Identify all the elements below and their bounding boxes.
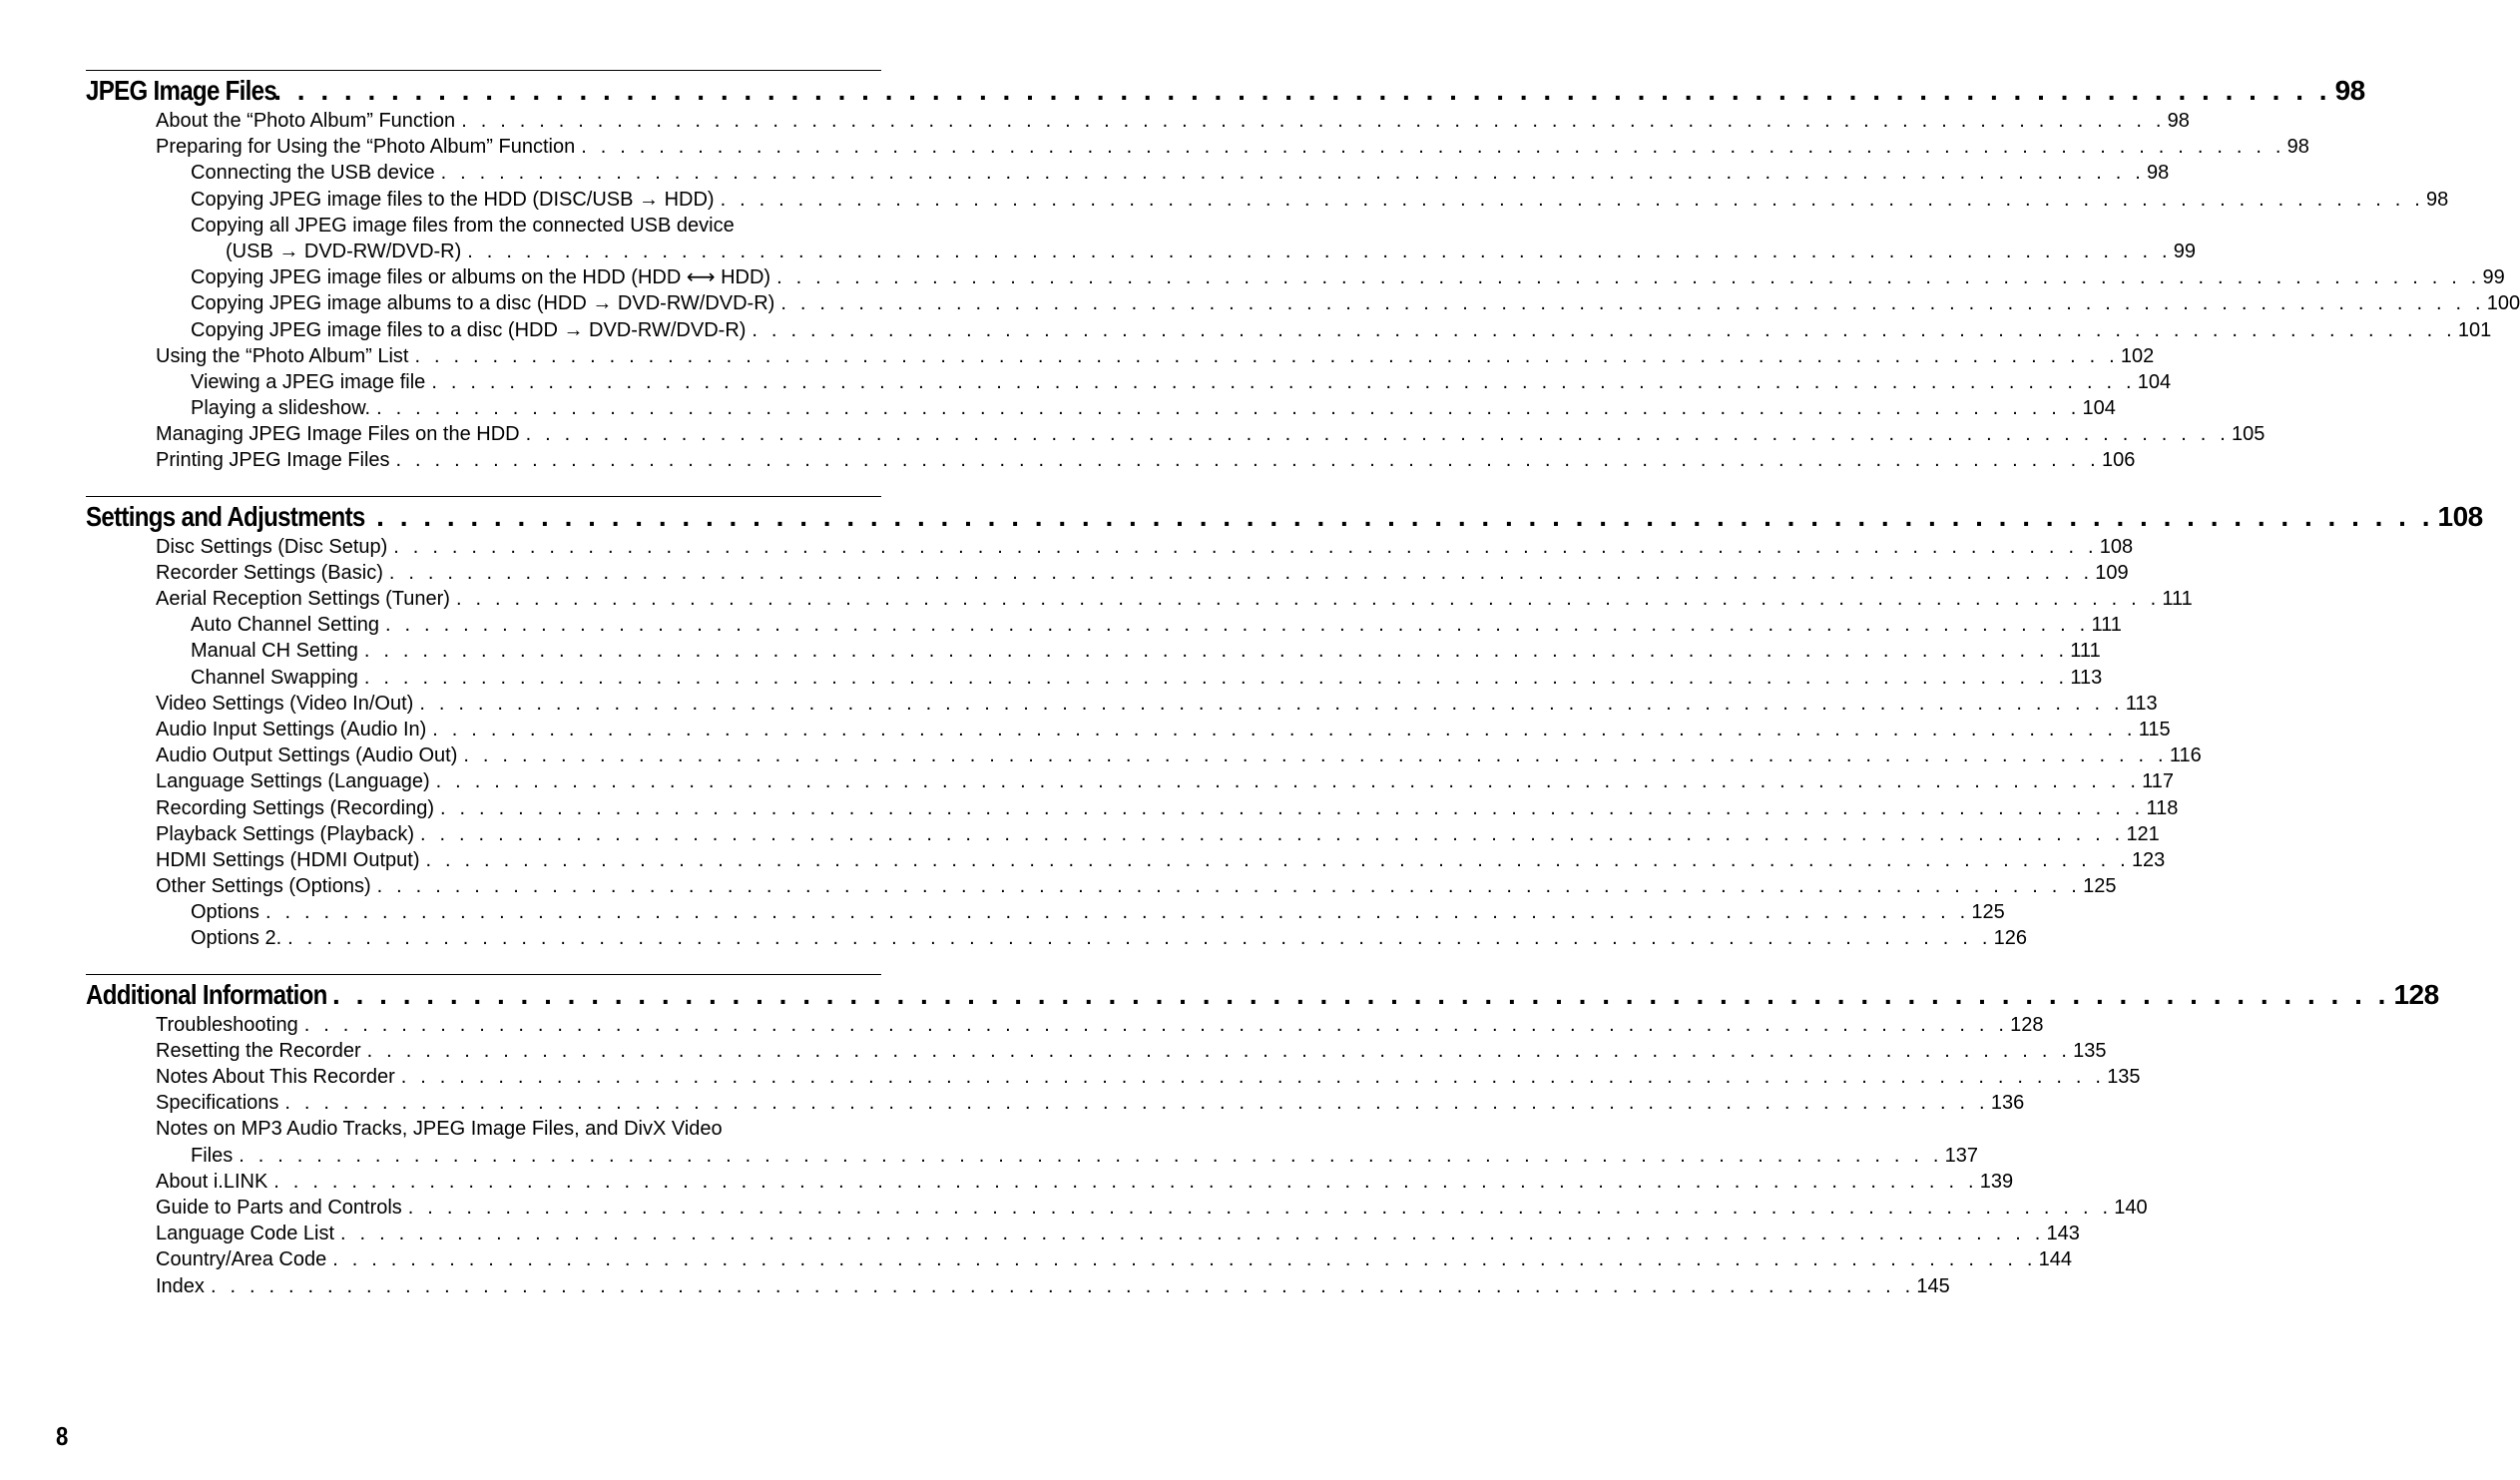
- entry-title: About i.LINK: [156, 1170, 268, 1193]
- dot-leader: . . . . . . . . . . . . . . . . . . . . . . . . . . . . . . . . . . . . . . . . . . . . . . . . . . . . . . . . . . . . . . . . . . . . . . . . . . . . . . . . . . . . . . . .: [239, 1144, 1943, 1167]
- dot-leader: . . . . . . . . . . . . . . . . . . . . . . . . . . . . . . . . . . . . . . . . . . . . . . . . . . . . . . . . . . . . . . . . . . . . . . . . . . . . . . . . . . . . . . . .: [581, 136, 2285, 159]
- dot-leader: . . . . . . . . . . . . . . . . . . . . . . . . . . . . . . . . . . . . . . . . . . . . . . . . . . . . . . . . . . . . . . . . . . . . . . . . . . . . . . . . . . . . . . . .: [432, 718, 2137, 740]
- toc-entry[interactable]: [86, 586, 2193, 612]
- section-heading[interactable]: [86, 74, 2365, 108]
- toc-entry[interactable]: [86, 1273, 1950, 1299]
- entry-page: 104: [2137, 370, 2172, 393]
- dot-leader: . . . . . . . . . . . . . . . . . . . . . . . . . . . . . . . . . . . . . . . . . . . . . . . . . . . . . . . . . . . . . . . . . . . . . . . . . . . . . . . . . . . . . . . .: [776, 266, 2481, 289]
- entry-page: 105: [2232, 423, 2266, 446]
- entry-title: Index: [156, 1274, 205, 1297]
- dot-leader: . . . . . . . . . . . . . . . . . . . . . . . . . . . . . . . . . . . . . . . . . . . . . . . . . . . . . . . . . . . . . . . . . . . . . . . . . . . . . . . . . . . . . . . .: [393, 535, 2098, 558]
- toc-entry[interactable]: [86, 873, 2117, 899]
- toc-entry[interactable]: [86, 108, 2190, 134]
- entry-title: Specifications: [156, 1092, 279, 1115]
- entry-page: 99: [2482, 266, 2505, 289]
- dot-leader: . . . . . . . . . . . . . . . . . . . . . . . . . . . . . . . . . . . . . . . . . . . . . . . . . . . . . . . . . . . . . . . . . . . . . . . . . . . . . . . . . . . . . . . .: [273, 1170, 1978, 1193]
- page-number: 8: [56, 1421, 69, 1451]
- entry-page: 108: [2099, 535, 2134, 558]
- entry-title: Printing JPEG Image Files: [156, 449, 390, 472]
- entry-page: 113: [2125, 692, 2158, 715]
- entry-page: 101: [2457, 318, 2492, 341]
- dot-leader: . . . . . . . . . . . . . . . . . . . . . . . . . . . . . . . . . . . . . . . . . . . . . . . . . . . . . . . . . . . . . . . . . . . . . . . . . . . . . . . . . . . . . . . .: [284, 1092, 1989, 1115]
- dot-leader: . . . . . . . . . . . . . . . . . . . . . . . . . . . . . . . . . . . . . . . . . . . . . . . . . . . . . . . . . . . . . . . . . . . . . . . . . . . . . . . . . . . . . . . .: [366, 1039, 2072, 1062]
- entry-title: Preparing for Using the “Photo Album” Function: [156, 136, 576, 159]
- toc-entry[interactable]: [86, 421, 2266, 447]
- dot-leader: . . . . . . . . . . . . . . . . . . . . . . . . . . . . . . . . . . . . . . . . . . . . . . . . . . . . . . . . . . . . . . . . . . . . . . . . . . . . . . . . . . . . . . . .: [363, 666, 2069, 689]
- entry-page: 102: [2120, 344, 2155, 367]
- toc-entry[interactable]: [86, 1090, 2025, 1116]
- entry-page: 126: [1993, 927, 2027, 950]
- toc-entry[interactable]: [86, 795, 2179, 821]
- entry-title: Channel Swapping: [191, 666, 358, 689]
- section-title: JPEG Image Files: [86, 75, 277, 106]
- dot-leader: . . . . . . . . . . . . . . . . . . . . . . . . . . . . . . . . . . . . . . . . . . . . . . . . . . . . . . . . . . . . . . . . . . . . . . . . . . . . . . . . . . . . . . . .: [752, 318, 2456, 341]
- toc-entry[interactable]: [86, 264, 2505, 290]
- entry-title: Options: [191, 901, 259, 924]
- dot-leader: . . . . . . . . . . . . . . . . . . . . . . . . . . . . . . . . . . . . . . . . . . . . . . . . . . . . . . . . . . . . . . . . . . . . . . . . . . . . . . . . . . . . . . . .: [395, 449, 2100, 472]
- entry-title: Connecting the USB device: [191, 162, 435, 185]
- entry-page: 117: [2142, 770, 2174, 793]
- entry-title: Notes on MP3 Audio Tracks, JPEG Image Files, and DivX Video: [156, 1118, 723, 1141]
- toc-entry[interactable]: [86, 187, 2449, 213]
- entry-title: Language Code List: [156, 1223, 335, 1245]
- entry-title: Copying all JPEG image files from the connected USB device: [191, 214, 735, 237]
- entry-title: Recorder Settings (Basic): [156, 561, 383, 584]
- dot-leader: . . . . . . . . . . . . . . . . . . . . . . . . . . . . . . . . . . . . . . . . . . . . . . . . . . . . . . . . . . . . . . . . . . . . . . . . . . . . . . . . . . . . . . . .: [303, 1013, 2009, 1036]
- dot-leader: . . . . . . . . . . . . . . . . . . . . . . . . . . . . . . . . . . . . . . . . . . . . . . . . . . . . . . . . . . . . . . . . . . . . . . . . . . . . . . . . . . . . . . . .: [340, 1223, 2045, 1245]
- dot-leader: . . . . . . . . . . . . . . . . . . . . . . . . . . . . . . . . . . . . . . . . . . . . . . . . . . . . . . . . . . . . . . . . . . . . . . . . . . . . . . . . . . . . . . . .: [400, 1066, 2106, 1088]
- toc-entry[interactable]: [86, 925, 2027, 951]
- dot-leader: . . . . . . . . . . . . . . . . . . . . . . . . . . . . . . . . . . . . . . . . . . . . . . . . . . . . . . . . . . . . . . . . . . . . . . . . . . . . . . . . . . . . . . . .: [463, 744, 2168, 767]
- entry-page: 125: [1971, 901, 2005, 924]
- dot-leader: . . . . . . . . . . . . . . . . . . . . . . . . . . . . . . . . . . . . . . . . . . . . . . . . . . . . . . . . . . . . . . . . . . . . . . . . . . . . . . . . . . . . . . . .: [720, 188, 2425, 211]
- entry-title: Playing a slideshow.: [191, 397, 371, 420]
- entry-page: 111: [2070, 640, 2101, 663]
- toc-entry[interactable]: [86, 1221, 2080, 1246]
- dot-leader: . . . . . . . . . . . . . . . . . . . . . . . . . . . . . . . . . . . . . . . . . . . . . . . . . . . . . . . . . . . . . . . . . . . . . . . . . . . . . . . . . . . . . . . .: [363, 640, 2069, 663]
- entry-title: Audio Input Settings (Audio In): [156, 718, 427, 740]
- entry-title: Aerial Reception Settings (Tuner): [156, 588, 450, 610]
- toc-entry[interactable]: [86, 612, 2122, 638]
- entry-page: 139: [1979, 1170, 2014, 1193]
- toc-entry[interactable]: [86, 847, 2166, 873]
- entry-title: (USB → DVD-RW/DVD-R): [226, 240, 462, 262]
- entry-page: 140: [2114, 1196, 2148, 1219]
- entry-title: Video Settings (Video In/Out): [156, 692, 414, 715]
- toc-section: [86, 496, 2483, 952]
- section-title: Settings and Adjustments: [86, 500, 365, 532]
- dot-leader: . . . . . . . . . . . . . . . . . . . . . . . . . . . . . . . . . . . . . . . . . . . . . . . . . . . . . . . . . . . . . . . . . . . . . . . . . . . . . . . . . . . . . . . .: [425, 848, 2130, 871]
- dot-leader: . . . . . . . . . . . . . . . . . . . . . . . . . . . . . . . . . . . . . . . . . . . . . . . . . . . . . . . . . . . . . . . . . . . . . . . . . . . . . . . . . . . . . . . .: [419, 692, 2124, 715]
- dot-leader: . . . . . . . . . . . . . . . . . . . . . . . . . . . . . . . . . . . . . . . . . . . . . . . . . . . . . . . . . . . . . . . . . . . . . . . . . . . . . . . . . . . . . . . .: [440, 796, 2145, 819]
- toc-entry[interactable]: [86, 534, 2134, 560]
- dot-leader: . . . . . . . . . . . . . . . . . . . . . . . . . . . . . . . . . . . . . . . . . . . . . . . . . . . . . . . . . . . . . . . . . . . . . . . . . . . . . . . . . . . . . . . .: [264, 901, 1970, 924]
- entry-title: Using the “Photo Album” List: [156, 344, 409, 367]
- entry-page: 128: [2010, 1013, 2044, 1036]
- dot-leader: . . . . . . . . . . . . . . . . . . . . . . . . . . . . . . . . . . . . . . . . . . . . . . . . . . . . . . . . . . . . . . . . . . . . . . . . . . . . . . . . . . . . . . . .: [376, 875, 2082, 898]
- dot-leader: . . . . . . . . . . . . . . . . . . . . . . . . . . . . . . . . . . . . . . . . . . . . . . . . . . . . . . . . . . . . . . . . . . . . . . . . . . . . . . . . . . . . . . . .: [420, 822, 2125, 845]
- entry-title: Language Settings (Language): [156, 770, 430, 793]
- entry-title: Disc Settings (Disc Setup): [156, 535, 388, 558]
- entry-page: 99: [2173, 240, 2196, 262]
- entry-page: 98: [2147, 162, 2170, 185]
- dot-leader: . . . . . . . . . . . . . . . . . . . . . . . . . . . . . . . . . . . . . . . . . . . . . . . . . . . . . . . . . . . . . . . . . . . . . . . . . . . . . . . . . . . . . . . .: [332, 978, 2390, 1010]
- entry-page: 125: [2083, 875, 2117, 898]
- entry-page: 116: [2169, 744, 2202, 767]
- toc-entry[interactable]: [86, 560, 2129, 586]
- dot-leader: . . . . . . . . . . . . . . . . . . . . . . . . . . . . . . . . . . . . . . . . . . . . . . . . . . . . . . . . . . . . . . . . . . . . . . . . . . . . . . . . . . . . . . . .: [525, 423, 2231, 446]
- toc-entry[interactable]: [86, 1012, 2044, 1038]
- toc-entry[interactable]: [86, 369, 2172, 395]
- section-page: 128: [2393, 978, 2439, 1010]
- entry-title: Audio Output Settings (Audio Out): [156, 744, 458, 767]
- entry-page: 115: [2138, 718, 2171, 740]
- dot-leader: . . . . . . . . . . . . . . . . . . . . . . . . . . . . . . . . . . . . . . . . . . . . . . . . . . . . . . . . . . . . . . . . . . . . . . . . . . . . . . . . . . . . . . . .: [287, 927, 1992, 950]
- toc-entry[interactable]: [86, 1064, 2141, 1090]
- dot-leader: . . . . . . . . . . . . . . . . . . . . . . . . . . . . . . . . . . . . . . . . . . . . . . . . . . . . . . . . . . . . . . . . . . . . . . . . . . . . . . . . . . . . . . . .: [461, 110, 2166, 132]
- entry-title: Viewing a JPEG image file: [191, 370, 426, 393]
- entry-title: Copying JPEG image files or albums on the HDD (HDD ⟷ HDD): [191, 266, 771, 289]
- entry-title: Auto Channel Setting: [191, 614, 380, 637]
- toc-entry[interactable]: [86, 239, 2196, 264]
- toc-entry[interactable]: [86, 317, 2492, 343]
- toc-entry[interactable]: [86, 768, 2174, 794]
- entry-page: 135: [2107, 1066, 2141, 1088]
- entry-title: Manual CH Setting: [191, 640, 358, 663]
- toc-entry[interactable]: [86, 742, 2202, 768]
- dot-leader: . . . . . . . . . . . . . . . . . . . . . . . . . . . . . . . . . . . . . . . . . . . . . . . . . . . . . . . . . . . . . . . . . . . . . . . . . . . . . . . . . . . . . . . .: [467, 240, 2172, 262]
- entry-page: 136: [1990, 1092, 2025, 1115]
- section-title: Additional Information: [86, 978, 327, 1010]
- section-page: 98: [2334, 75, 2365, 106]
- entry-title: Copying JPEG image albums to a disc (HDD → DVD-RW/DVD-R): [191, 292, 775, 315]
- dot-leader: . . . . . . . . . . . . . . . . . . . . . . . . . . . . . . . . . . . . . . . . . . . . . . . . . . . . . . . . . . . . . . . . . . . . . . . . . . . . . . . . . . . . . . . .: [435, 770, 2141, 793]
- table-of-contents: [86, 70, 2520, 1321]
- toc-entry[interactable]: [86, 1116, 881, 1142]
- entry-title: About the “Photo Album” Function: [156, 110, 456, 132]
- entry-page: 137: [1944, 1144, 1979, 1167]
- entry-title: Country/Area Code: [156, 1248, 327, 1271]
- toc-entry[interactable]: [86, 1195, 2148, 1221]
- entry-title: Notes About This Recorder: [156, 1066, 395, 1088]
- dot-leader: . . . . . . . . . . . . . . . . . . . . . . . . . . . . . . . . . . . . . . . . . . . . . . . . . . . . . . . . . . . . . . . . . . . . . . . . . . . . . . . . . . . . . . . .: [210, 1274, 1915, 1297]
- entry-page: 135: [2073, 1039, 2107, 1062]
- toc-entry[interactable]: [86, 1169, 2014, 1195]
- dot-leader: . . . . . . . . . . . . . . . . . . . . . . . . . . . . . . . . . . . . . . . . . . . . . . . . . . . . . . . . . . . . . . . . . . . . . . . . . . . . . . . . . . . . . . . .: [455, 588, 2161, 610]
- dot-leader: . . . . . . . . . . . . . . . . . . . . . . . . . . . . . . . . . . . . . . . . . . . . . . . . . . . . . . . . . . . . . . . . . . . . . . . . . . . . . . . . . . . . . . . .: [440, 162, 2146, 185]
- entry-title: Copying JPEG image files to a disc (HDD → DVD-RW/DVD-R): [191, 318, 747, 341]
- toc-entry[interactable]: [86, 1246, 2072, 1272]
- entry-title: Other Settings (Options): [156, 875, 371, 898]
- toc-entry[interactable]: [86, 821, 2160, 847]
- entry-page: 111: [2162, 588, 2193, 610]
- section-page: 108: [2437, 500, 2483, 532]
- dot-leader: . . . . . . . . . . . . . . . . . . . . . . . . . . . . . . . . . . . . . . . . . . . . . . . . . . . . . . . . . . . . . . . . . . . . . . . . . . . . . . . . . . . . . . . .: [431, 370, 2136, 393]
- entry-title: Files: [191, 1144, 234, 1167]
- entry-title: HDMI Settings (HDMI Output): [156, 848, 420, 871]
- entry-page: 106: [2101, 449, 2136, 472]
- toc-entry[interactable]: [86, 213, 881, 239]
- entry-page: 113: [2070, 666, 2103, 689]
- toc-section: [86, 70, 2520, 474]
- dot-leader: . . . . . . . . . . . . . . . . . . . . . . . . . . . . . . . . . . . . . . . . . . . . . . . . . . . . . . . . . . . . . . . . . . . . . . . . . . . . . . . . . . . . . . . .: [385, 614, 2090, 637]
- toc-section: [86, 974, 2439, 1299]
- entry-page: 123: [2131, 848, 2166, 871]
- entry-title: Troubleshooting: [156, 1013, 298, 1036]
- toc-entry[interactable]: [86, 343, 2155, 369]
- toc-entry[interactable]: [86, 665, 2103, 691]
- entry-page: 98: [2167, 110, 2190, 132]
- entry-page: 109: [2095, 561, 2129, 584]
- toc-entry[interactable]: [86, 395, 2116, 421]
- toc-entry[interactable]: [86, 638, 2101, 664]
- dot-leader: . . . . . . . . . . . . . . . . . . . . . . . . . . . . . . . . . . . . . . . . . . . . . . . . . . . . . . . . . . . . . . . . . . . . . . . . . . . . . . . . . . . . . . . .: [273, 75, 2331, 106]
- entry-page: 98: [2286, 136, 2309, 159]
- toc-entry[interactable]: [86, 717, 2171, 742]
- entry-page: 118: [2146, 796, 2179, 819]
- entry-page: 98: [2426, 188, 2449, 211]
- entry-page: 121: [2126, 822, 2160, 845]
- dot-leader: . . . . . . . . . . . . . . . . . . . . . . . . . . . . . . . . . . . . . . . . . . . . . . . . . . . . . . . . . . . . . . . . . . . . . . . . . . . . . . . . . . . . . . . .: [388, 561, 2094, 584]
- toc-entry[interactable]: [86, 134, 2309, 160]
- dot-leader: . . . . . . . . . . . . . . . . . . . . . . . . . . . . . . . . . . . . . . . . . . . . . . . . . . . . . . . . . . . . . . . . . . . . . . . . . . . . . . . . . . . . . . . .: [414, 344, 2119, 367]
- entry-title: Recording Settings (Recording): [156, 796, 435, 819]
- toc-entry[interactable]: [86, 447, 2136, 473]
- entry-page: 145: [1916, 1274, 1950, 1297]
- section-heading[interactable]: [86, 500, 2483, 534]
- toc-entry[interactable]: [86, 290, 2520, 316]
- dot-leader: . . . . . . . . . . . . . . . . . . . . . . . . . . . . . . . . . . . . . . . . . . . . . . . . . . . . . . . . . . . . . . . . . . . . . . . . . . . . . . . . . . . . . . . .: [376, 500, 2434, 532]
- toc-entry[interactable]: [86, 1038, 2107, 1064]
- entry-title: Options 2.: [191, 927, 282, 950]
- toc-entry[interactable]: [86, 691, 2158, 717]
- dot-leader: . . . . . . . . . . . . . . . . . . . . . . . . . . . . . . . . . . . . . . . . . . . . . . . . . . . . . . . . . . . . . . . . . . . . . . . . . . . . . . . . . . . . . . . .: [376, 397, 2081, 420]
- entry-page: 143: [2046, 1223, 2080, 1245]
- section-heading[interactable]: [86, 978, 2439, 1012]
- toc-entry[interactable]: [86, 899, 2005, 925]
- entry-title: Copying JPEG image files to the HDD (DISC/USB → HDD): [191, 188, 715, 211]
- entry-page: 100: [2486, 292, 2520, 315]
- entry-title: Managing JPEG Image Files on the HDD: [156, 423, 520, 446]
- entry-title: Guide to Parts and Controls: [156, 1196, 402, 1219]
- toc-entry[interactable]: [86, 160, 2170, 186]
- entry-title: Resetting the Recorder: [156, 1039, 361, 1062]
- toc-entry[interactable]: [86, 1143, 1979, 1169]
- entry-page: 104: [2082, 397, 2116, 420]
- entry-page: 111: [2091, 614, 2122, 637]
- dot-leader: . . . . . . . . . . . . . . . . . . . . . . . . . . . . . . . . . . . . . . . . . . . . . . . . . . . . . . . . . . . . . . . . . . . . . . . . . . . . . . . . . . . . . . . .: [780, 292, 2485, 315]
- dot-leader: . . . . . . . . . . . . . . . . . . . . . . . . . . . . . . . . . . . . . . . . . . . . . . . . . . . . . . . . . . . . . . . . . . . . . . . . . . . . . . . . . . . . . . . .: [407, 1196, 2113, 1219]
- dot-leader: . . . . . . . . . . . . . . . . . . . . . . . . . . . . . . . . . . . . . . . . . . . . . . . . . . . . . . . . . . . . . . . . . . . . . . . . . . . . . . . . . . . . . . . .: [332, 1248, 2037, 1271]
- entry-title: Playback Settings (Playback): [156, 822, 415, 845]
- entry-page: 144: [2038, 1248, 2072, 1271]
